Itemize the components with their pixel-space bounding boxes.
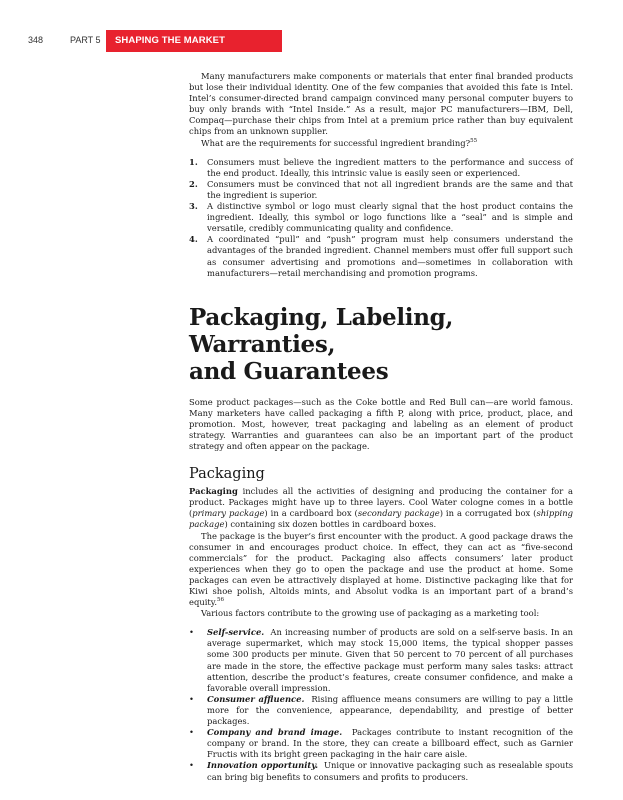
page-content — [189, 71, 573, 783]
requirement-text: Consumers must be convinced that not all ingredient brands are the same and that the ingredient is superior. — [207, 178, 573, 200]
requirement-text: Consumers must believe the ingredient matters to the performance and success of the end product. Ideally, this intrinsic value is easily seen or experienced. — [207, 156, 573, 178]
text-run: ) in a corrugated box ( — [439, 508, 537, 519]
factor-term: Self-service. — [207, 627, 265, 638]
section-heading-line1: Packaging, Labeling, Warranties, — [189, 303, 454, 358]
page-number: 348 — [28, 35, 44, 45]
factor-text: Rising affluence means consumers are willing to pay a little more for the convenience, appearance, dependability, and prestige of better packages. — [207, 693, 573, 727]
factor-text: Packages contribute to instant recognition of the company or brand. In the store, they can create a billboard effect, such as Garnier Fructis with its bright green packaging in the hair care aisle. — [207, 727, 574, 760]
requirement-item — [189, 201, 573, 234]
bullet: • — [189, 693, 194, 704]
factor-text: An increasing number of products are sold on a self-serve basis. In an average supermarket, which may stock 15,000 items, the typical shopper passes some 300 products per minute. Given that 50 percent to 70 percent of all purchases are made in the store, the effective package must perform many sales tasks: attract attention, describe the product’s features, create consumer confidence, and make a favorable overall impression. — [207, 627, 573, 693]
requirement-item — [189, 157, 573, 179]
primary-package-term: primary package — [192, 508, 265, 519]
text-run: ) containing six dozen bottles in cardboard boxes. — [224, 519, 437, 530]
question-text: What are the requirements for successful ingredient branding? — [201, 137, 471, 148]
secondary-package-term: secondary package — [357, 508, 440, 519]
requirement-item — [189, 179, 573, 201]
factor-item — [189, 760, 573, 782]
factor-term: Innovation opportunity. — [207, 760, 319, 771]
factor-item — [189, 727, 573, 760]
subsection-heading: Packaging — [189, 466, 265, 483]
endnote-55: 55 — [470, 137, 478, 144]
requirement-number: 1. — [189, 156, 198, 167]
text-run: The package is the buyer’s first encounter with the product. A good package draws the consumer in and encourages product choice. In effect, they can act as “five-second commercials” for the product. Packaging also affects consumers’ later product experiences when they go to open the package and use the product at home. Some packages can even be attractively displayed at home. Distinctive packaging like that for Kiwi shoe polish, Altoids mints, and Absolut vodka is an important part of a brand’s equity. — [189, 530, 573, 608]
shipping-package-term: shipping package — [189, 508, 573, 530]
packaging-definition — [189, 486, 573, 530]
key-term: Packaging — [189, 486, 238, 497]
intro-paragraph: Many manufacturers make components or materials that enter final branded products but lose their individual identity. One of the few companies that avoided this fate is Intel. Intel’s consumer-directed brand campaign convinced many personal computer buyers to buy only brands with “Intel Inside.” As a result, major PC manufacturers—IBM, Dell, Compaq—purchase their chips from Intel at a premium price rather than buy equivalent chips from an unknown supplier. — [189, 71, 573, 137]
section-heading — [189, 304, 573, 385]
requirement-item — [189, 234, 573, 278]
section-intro: Some product packages—such as the Coke bottle and Red Bull can—are world famous. Many marketers have called packaging a fifth P, along with price, product, place, and promotion. Most, however, treat packaging and labeling as an element of product strategy. Warranties and guarantees can also be an important part of the product strategy and often appear on the package. — [189, 396, 573, 452]
packaging-paragraph — [189, 531, 573, 609]
text-run: ) in a cardboard box ( — [264, 508, 358, 519]
factor-item — [189, 627, 573, 694]
endnote-56: 56 — [217, 597, 225, 604]
requirements-list — [189, 157, 573, 279]
bullet: • — [189, 727, 194, 738]
part-title-banner: SHAPING THE MARKET OFFERINGS — [106, 30, 282, 52]
factors-list — [189, 627, 573, 782]
factor-text: Unique or innovative packaging such as resealable spouts can bring big benefits to consumers and profits to producers. — [207, 760, 573, 782]
text-run: includes all the activities of designing and producing the container for a product. Packages might have up to three layers. Cool Water cologne comes in a bottle ( — [189, 486, 573, 519]
factor-term: Company and brand image. — [207, 727, 343, 738]
section-heading-line2: and Guarantees — [189, 357, 389, 385]
factor-term: Consumer affluence. — [207, 693, 305, 704]
bullet: • — [189, 760, 194, 771]
requirement-text: A distinctive symbol or logo must clearly signal that the host product contains the ingredient. Ideally, this symbol or logo functions like a “seal” and is simple and versatile, credibly communicating quality and confidence. — [207, 201, 573, 234]
requirement-number: 2. — [189, 178, 198, 189]
running-header — [0, 30, 623, 68]
bullet: • — [189, 627, 194, 638]
requirement-number: 3. — [189, 201, 198, 212]
factor-item — [189, 694, 573, 727]
requirement-number: 4. — [189, 234, 198, 245]
requirement-text: A coordinated “pull” and “push” program must help consumers understand the advantages of the branded ingredient. Channel members must offer full support such as consumer advertising and promotions and—sometimes in collaboration with manufacturers—retail merchandising and promotion programs. — [207, 234, 573, 278]
part-label: PART 5 — [70, 35, 101, 45]
factors-intro: Various factors contribute to the growing use of packaging as a marketing tool: — [201, 608, 540, 619]
ingredient-branding-question — [189, 138, 573, 149]
